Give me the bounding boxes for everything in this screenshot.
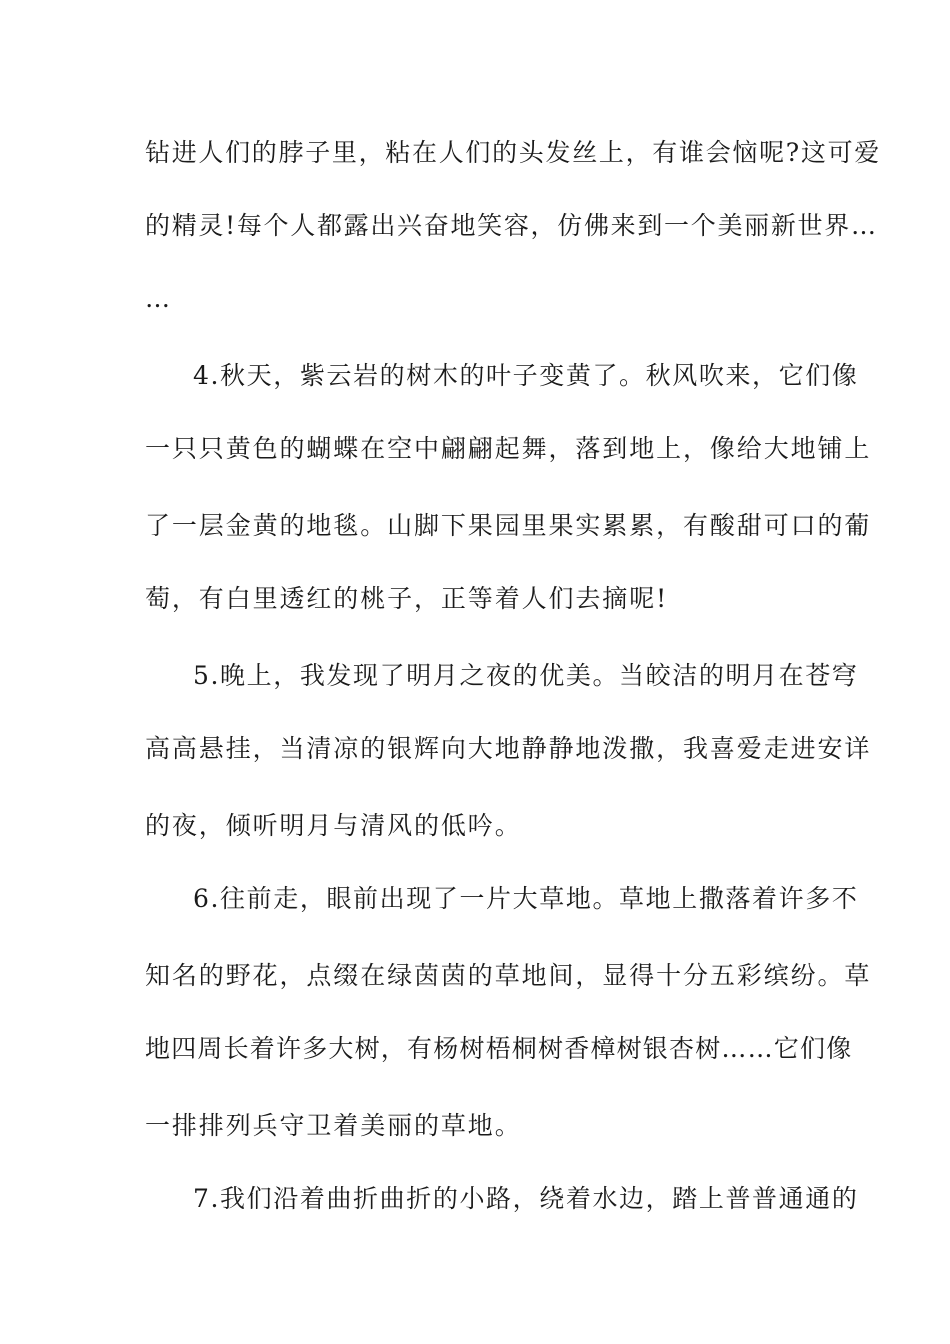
text-line [0,806,950,846]
text-line-content: 地四周长着许多大树，有杨树梧桐树香樟树银杏树……它们像 [145,1034,853,1063]
paragraph-7-first-line [0,1179,950,1219]
paragraph-6-first-line [0,879,950,919]
text-line-content: 7.我们沿着曲折曲折的小路，绕着水边，踏上普普通通的 [193,1184,859,1213]
text-line [0,1106,950,1146]
text-line [0,279,950,319]
text-line-content: … [145,284,170,313]
text-line-content: 钻进人们的脖子里，粘在人们的头发丝上，有谁会恼呢?这可爱 [145,138,882,167]
text-line-content: 一排排列兵守卫着美丽的草地。 [145,1111,522,1140]
text-line [0,206,950,246]
text-line [0,1029,950,1069]
text-line [0,579,950,619]
paragraph-4-first-line [0,356,950,396]
text-line-content: 的精灵!每个人都露出兴奋地笑容，仿佛来到一个美丽新世界… [145,211,878,240]
paragraph-5-first-line [0,656,950,696]
text-line-content: 知名的野花，点缀在绿茵茵的草地间，显得十分五彩缤纷。草 [145,961,872,990]
text-line [0,729,950,769]
text-line [0,429,950,469]
text-line [0,506,950,546]
text-line-content: 高高悬挂，当清凉的银辉向大地静静地泼撒，我喜爱走进安详 [145,734,872,763]
text-line-content: 6.往前走，眼前出现了一片大草地。草地上撒落着许多不 [193,884,859,913]
text-line-content: 一只只黄色的蝴蝶在空中翩翩起舞，落到地上，像给大地铺上 [145,434,872,463]
text-line-content: 萄，有白里透红的桃子，正等着人们去摘呢! [145,584,669,613]
text-line [0,956,950,996]
text-line-content: 了一层金黄的地毯。山脚下果园里果实累累，有酸甜可口的葡 [145,511,872,540]
text-line-content: 4.秋天，紫云岩的树木的叶子变黄了。秋风吹来，它们像 [193,361,859,390]
text-line-content: 的夜，倾听明月与清风的低吟。 [145,811,522,840]
text-line [0,133,950,173]
text-line-content: 5.晚上，我发现了明月之夜的优美。当皎洁的明月在苍穹 [193,661,859,690]
